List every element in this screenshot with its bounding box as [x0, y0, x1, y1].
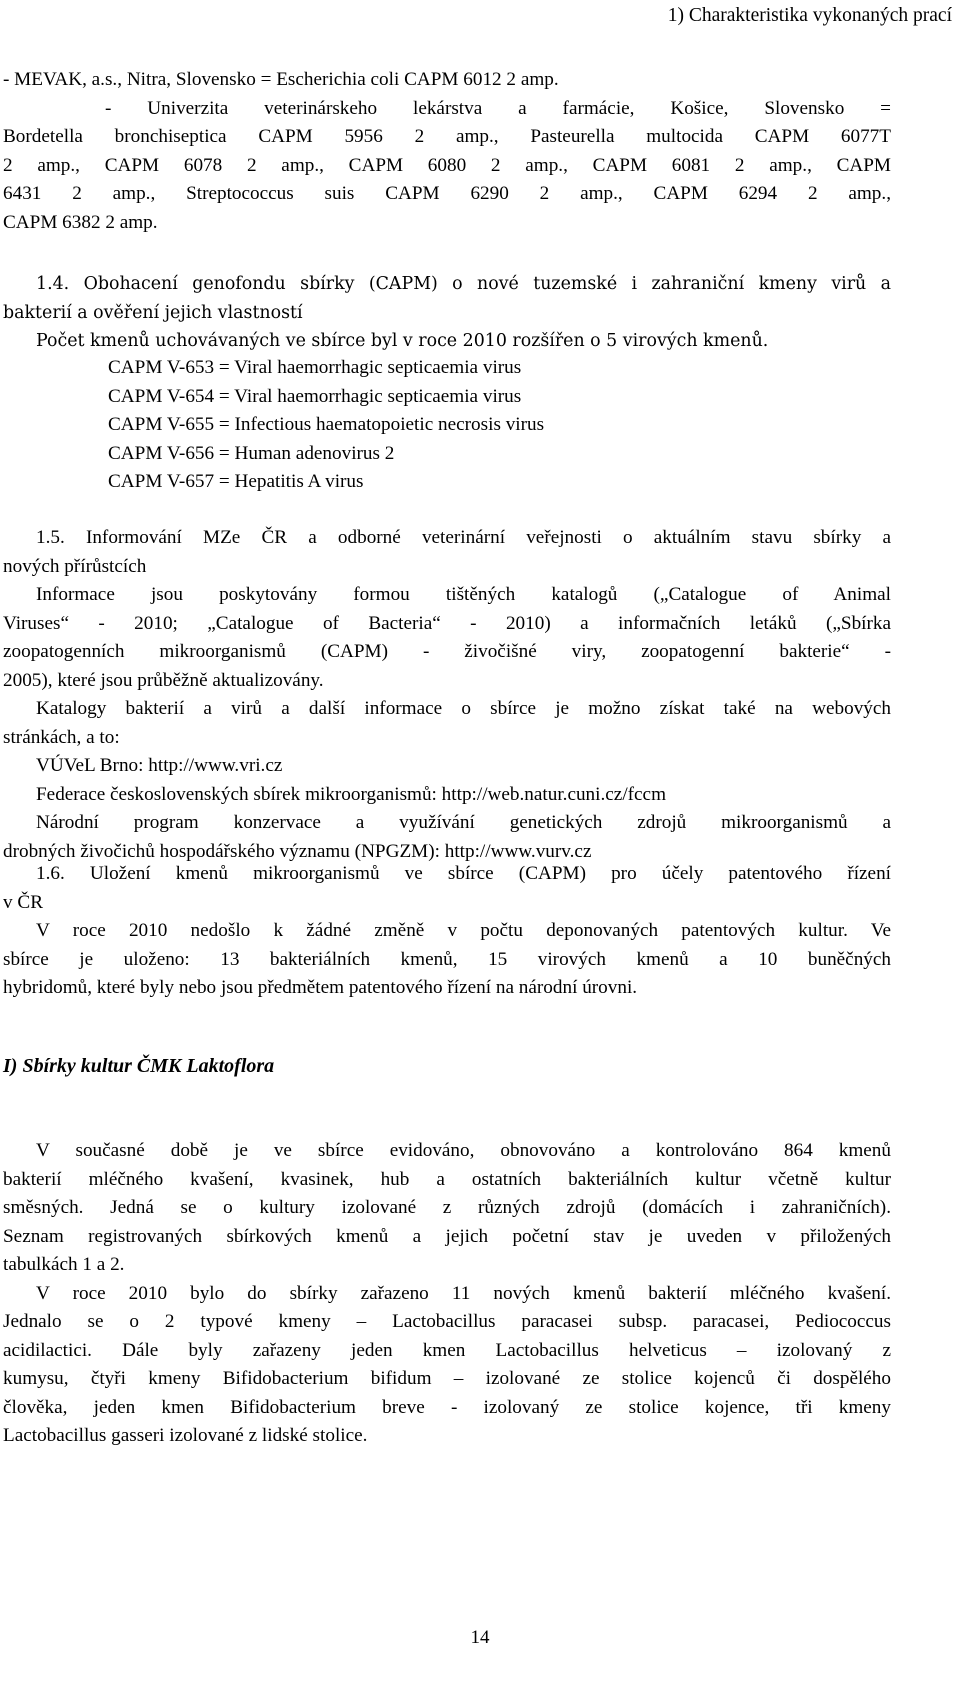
section-1-4 — [3, 270, 891, 356]
section-heading — [3, 1052, 891, 1081]
text-line: Jednalo se o 2 typové kmeny – Lactobacillus paracasei subsp. paracasei, Pediococcus — [3, 1311, 891, 1332]
section-title: Sbírky kultur ČMK Laktoflora — [22, 1055, 275, 1077]
text-line: tabulkách 1 a 2. — [3, 1254, 125, 1275]
text-line: Seznam registrovaných sbírkových kmenů a jejich početní stav je uveden v přiložených — [3, 1225, 891, 1247]
text-line: 6431 2 amp., Streptococcus suis CAPM 6290 2 amp., CAPM 6294 2 amp., — [3, 183, 891, 204]
section-heading: 1.5. Informování MZe ČR a odborné veterinární veřejnosti o aktuálním stavu sbírky a — [36, 527, 891, 548]
running-header: 1) Charakteristika vykonaných prací — [667, 5, 952, 26]
section-heading: nových přírůstcích — [3, 555, 147, 577]
link-text: VÚVeL Brno: http://www.vri.cz — [36, 755, 283, 776]
text-line: stránkách, a to: — [3, 726, 120, 748]
text-line: Bordetella bronchiseptica CAPM 5956 2 amp., Pasteurella multocida CAPM 6077T — [3, 126, 891, 147]
section-1-6 — [3, 860, 891, 1003]
text-line: kumysu, čtyři kmeny Bifidobacterium bifidum – izolované ze stolice kojenců či dospělého — [3, 1368, 891, 1389]
page-number: 14 — [470, 1627, 490, 1648]
text-line: Národní program konzervace a využívání genetických zdrojů mikroorganismů a — [36, 812, 891, 833]
text-line: - MEVAK, a.s., Nitra, Slovensko = Escherichia coli CAPM 6012 2 amp. — [3, 69, 559, 90]
strain-item: CAPM V-656 = Human adenovirus 2 — [108, 442, 395, 464]
text-line: Lactobacillus gasseri izolované z lidské stolice. — [3, 1425, 368, 1446]
text-line: - Univerzita veterinárskeho lekárstva a farmácie, Košice, Slovensko = — [105, 97, 891, 119]
text-line: 2005), které jsou průběžně aktualizovány. — [3, 669, 324, 691]
section-number: I) — [3, 1055, 18, 1077]
strain-item: CAPM V-654 = Viral haemorrhagic septicaemia virus — [108, 385, 522, 407]
section-1-5 — [3, 524, 891, 866]
section-heading: v ČR — [3, 891, 43, 913]
text-line: acidilactici. Dále byly zařazeny jeden kmen Lactobacillus helveticus – izolovaný z — [3, 1339, 891, 1361]
section-heading: 1.4. Obohacení genofondu sbírky (CAPM) o nové tuzemské i zahraniční kmeny virů a — [36, 274, 891, 294]
laktoflora-paragraph-1 — [3, 1137, 891, 1451]
text-line: bakterií mléčného kvašení, kvasinek, hub a ostatních bakteriálních kultur včetně kultur — [3, 1168, 891, 1190]
text-line: Viruses“ - 2010; „Catalogue of Bacteria“ - 2010) a informačních letáků („Sbírka — [3, 612, 891, 634]
text-line: V současné době je ve sbírce evidováno, obnovováno a kontrolováno 864 kmenů — [36, 1140, 891, 1161]
text-line: V roce 2010 bylo do sbírky zařazeno 11 nových kmenů bakterií mléčného kvašení. — [36, 1282, 891, 1304]
section-heading: 1.6. Uložení kmenů mikroorganismů ve sbírce (CAPM) pro účely patentového řízení — [36, 863, 891, 884]
text-line: sbírce je uloženo: 13 bakteriálních kmenů, 15 virových kmenů a 10 buněčných — [3, 948, 891, 970]
section-laktoflora — [3, 1052, 891, 1081]
text-line: drobných živočichů hospodářského významu (NPGZM): http://www.vurv.cz — [3, 840, 592, 862]
strain-item: CAPM V-657 = Hepatitis A virus — [108, 471, 364, 492]
link-text: Federace československých sbírek mikroorganismů: http://web.natur.cuni.cz/fccm — [36, 783, 666, 805]
strain-item: CAPM V-653 = Viral haemorrhagic septicaemia virus — [108, 357, 522, 378]
text-line: hybridomů, které byly nebo jsou předmětem patentového řízení na národní úrovni. — [3, 977, 638, 998]
strain-item: CAPM V-655 = Infectious haematopoietic necrosis virus — [108, 414, 545, 435]
section-heading: bakterií a ověření jejich vlastností — [3, 302, 303, 323]
strain-deposit-list — [3, 66, 891, 237]
text-line: CAPM 6382 2 amp. — [3, 211, 158, 233]
text-line: 2 amp., CAPM 6078 2 amp., CAPM 6080 2 amp., CAPM 6081 2 amp., CAPM — [3, 154, 891, 176]
virus-strain-list — [3, 354, 891, 497]
paragraph: Počet kmenů uchovávaných ve sbírce byl v roce 2010 rozšířen o 5 virových kmenů. — [36, 331, 769, 351]
text-line: směsných. Jedná se o kultury izolované z různých zdrojů (domácích i zahraničních). — [3, 1197, 891, 1218]
text-line: zoopatogenních mikroorganismů (CAPM) - živočišné viry, zoopatogenní bakterie“ - — [3, 641, 891, 662]
text-line: V roce 2010 nedošlo k žádné změně v počtu deponovaných patentových kultur. Ve — [36, 920, 891, 941]
text-line: Informace jsou poskytovány formou tištěných katalogů („Catalogue of Animal — [36, 584, 891, 605]
text-line: člověka, jeden kmen Bifidobacterium breve - izolovaný ze stolice kojence, tři kmeny — [3, 1396, 891, 1418]
text-line: Katalogy bakterií a virů a další informace o sbírce je možno získat také na webových — [36, 698, 891, 719]
